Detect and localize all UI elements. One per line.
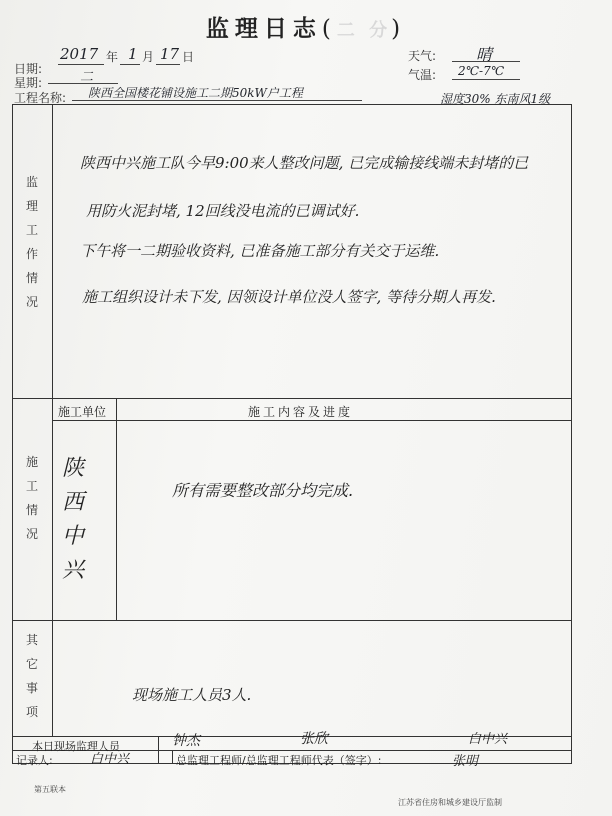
temp-label: 气温: <box>408 68 437 82</box>
title-text: 监理日志 <box>205 15 322 42</box>
title-bracket-open: ( <box>321 16 337 42</box>
temp-value: 2℃-7℃ <box>458 64 505 78</box>
page-title <box>0 10 612 43</box>
year-underline <box>58 64 104 65</box>
content-header: 施工内容及进度 <box>248 405 354 419</box>
supervision-line-3: 下午将一二期验收资料, 已准备施工部分有关交于运维. <box>80 242 440 260</box>
staff-name-1: 钟杰 <box>172 733 200 749</box>
day-underline <box>156 64 180 65</box>
date-year: 2017 <box>60 45 99 63</box>
publisher-note: 江苏省住房和城乡建设厅监制 <box>398 798 502 807</box>
unit-column-divider <box>116 398 117 620</box>
weather-value: 晴 <box>476 45 493 64</box>
engineer-label-divider <box>172 750 173 764</box>
staff-name-2: 张欣 <box>300 731 328 747</box>
staff-name-3: 白中兴 <box>468 732 508 747</box>
unit-header: 施工单位 <box>58 405 107 419</box>
month-underline <box>120 64 140 65</box>
staff-label: 本日现场监理人员 <box>32 740 120 753</box>
supervision-label: 监理工作情况 <box>25 175 38 309</box>
year-unit: 年 <box>106 50 119 64</box>
temp-underline <box>452 79 520 80</box>
month-unit: 月 <box>142 50 155 64</box>
unit-value: 陕西中兴 <box>61 456 84 583</box>
other-label: 其它事项 <box>25 633 38 719</box>
project-label: 工程名称: <box>14 91 67 105</box>
divider-construction <box>12 620 572 621</box>
recorder-value: 白中兴 <box>90 752 130 767</box>
date-month: 1 <box>128 45 138 63</box>
weekday-label: 星期: <box>14 76 43 90</box>
engineer-label: 总监理工程师/总监理工程师代表（签字）: <box>176 754 382 767</box>
weather-underline <box>452 61 520 62</box>
title-bracket-close: ) <box>391 16 407 42</box>
extra-value: 湿度30% 东南风1级 <box>440 92 551 106</box>
label-column-divider <box>52 104 53 736</box>
weather-label: 天气: <box>408 49 437 63</box>
content-value: 所有需要整改部分均完成. <box>172 481 354 500</box>
recorder-label: 记录人: <box>16 754 53 767</box>
weekday-value: 二 <box>80 70 94 85</box>
other-value: 现场施工人员3人. <box>132 686 252 704</box>
date-label: 日期: <box>14 62 43 76</box>
copy-note: 第五联本 <box>34 785 66 794</box>
construction-label: 施工情况 <box>25 455 38 541</box>
supervision-line-4: 施工组织设计未下发, 因领设计单位没人签字, 等待分期人再发. <box>82 288 496 306</box>
project-value: 陕西全国楼花铺设施工二期50kW户工程 <box>88 86 303 100</box>
title-faint-text: 二 分 <box>336 20 392 41</box>
date-day: 17 <box>160 45 180 63</box>
supervision-line-1: 陕西中兴施工队今早9:00来人整改问题, 已完成输接线端未封堵的已 <box>80 154 529 172</box>
divider-supervision <box>12 398 572 399</box>
engineer-value: 张明 <box>452 754 479 769</box>
project-underline <box>72 100 362 101</box>
divider-construction-header <box>52 420 572 421</box>
staff-label-divider <box>158 736 159 764</box>
supervision-line-2: 用防火泥封堵, 12回线没电流的已调试好. <box>86 202 360 220</box>
day-unit: 日 <box>182 50 195 64</box>
